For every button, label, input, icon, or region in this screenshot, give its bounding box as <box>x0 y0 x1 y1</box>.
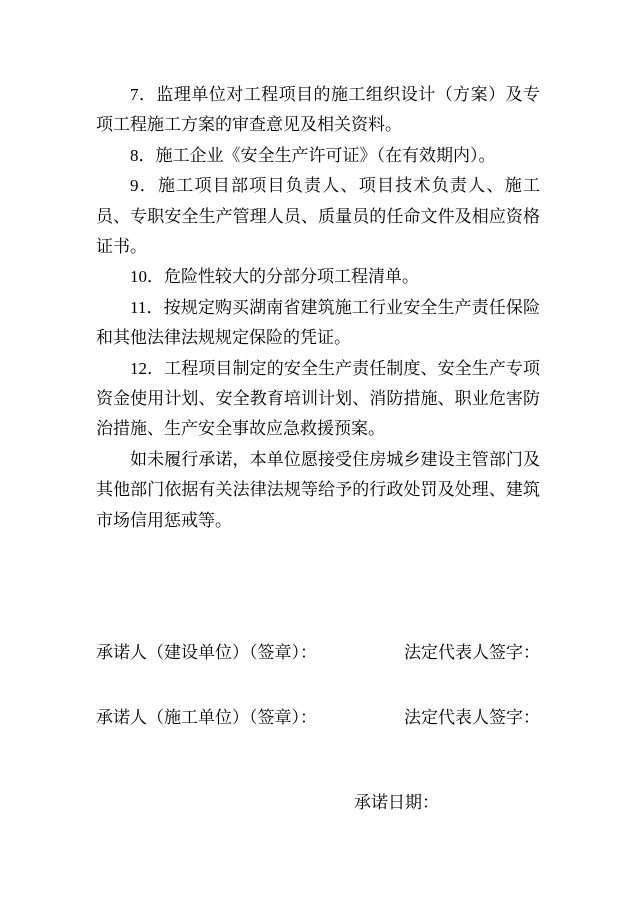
signature-row-construction-contractor <box>96 707 540 729</box>
promisor-owner-unit-label: 承诺人（建设单位）（签章）： <box>96 643 317 663</box>
list-item-12: 12．工程项目制定的安全生产责任制度、安全生产专项资金使用计划、安全教育培训计划、消防措施、职业危害防治措施、生产安全事故应急救援预案。 <box>96 358 540 439</box>
signature-row-construction-owner <box>96 642 540 664</box>
list-item-10: 10．危险性较大的分部分项工程清单。 <box>130 267 419 287</box>
list-item-9: 9．施工项目部项目负责人、项目技术负责人、施工员、专职安全生产管理人员、质量员的任命文件及相应资格证书。 <box>96 176 540 257</box>
legal-representative-signature-label-2: 法定代表人签字： <box>404 708 540 728</box>
promise-date-label: 承诺日期： <box>354 793 439 813</box>
closing-statement: 如未履行承诺，本单位愿接受住房城乡建设主管部门及其他部门依据有关法律法规等给予的行政处罚及处理、建筑市场信用惩戒等。 <box>96 449 540 530</box>
date-row <box>96 792 540 814</box>
legal-representative-signature-label-1: 法定代表人签字： <box>404 643 540 663</box>
list-item-7: 7．监理单位对工程项目的施工组织设计（方案）及专项工程施工方案的审查意见及相关资料。 <box>96 85 540 135</box>
list-item-8: 8．施工企业《安全生产许可证》（在有效期内）。 <box>130 145 496 165</box>
list-item-11: 11．按规定购买湖南省建筑施工行业安全生产责任保险和其他法律法规规定保险的凭证。 <box>96 297 540 348</box>
promisor-contractor-unit-label: 承诺人（施工单位）（签章）： <box>96 708 317 728</box>
